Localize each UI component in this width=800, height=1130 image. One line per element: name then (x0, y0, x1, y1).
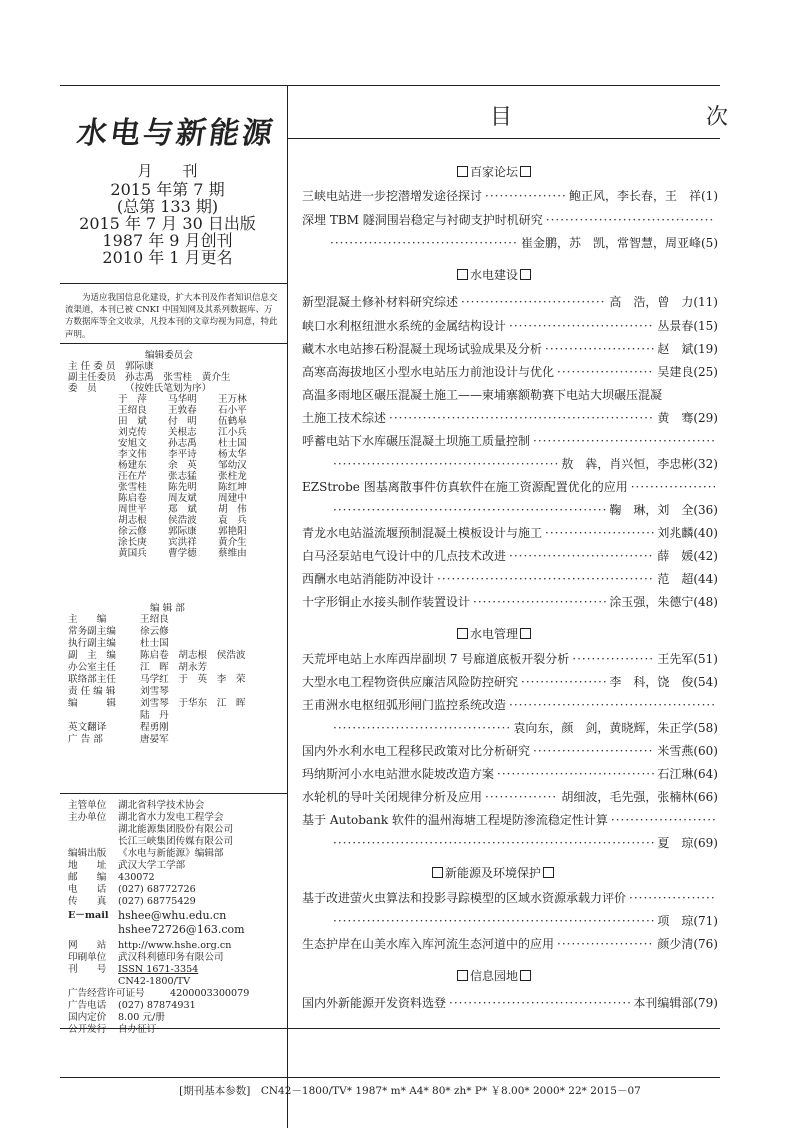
toc-entry[interactable]: 天荒坪电站上水库西岸副坝 7 号廊道底板开裂分析 ····· 王先军 (51) (302, 652, 718, 666)
section-heading: 百家论坛 (455, 163, 533, 180)
section-heading: 水电建设 (455, 266, 533, 283)
list-item: 田 斌 付 明 伍鹤皋 (118, 416, 247, 427)
toc-entry-continuation[interactable]: ····· 鞠 琳，刘 全 (36) (330, 503, 718, 517)
list-item: 黄国兵 曹学德 蔡维由 (118, 548, 247, 559)
committee-vice-label: 副主任委员 (68, 372, 116, 383)
committee-director-label: 主 任 委 员 (68, 361, 116, 372)
list-item: 李文伟 李平诗 杨太华 (118, 449, 247, 460)
list-item: 安旭文 孙志禹 杜士国 (118, 438, 247, 449)
toc-entry[interactable]: 水轮机的导叶关闭规律分析及应用 ····· 胡细波，毛先强，张楠林 (66) (302, 790, 718, 804)
list-item: 徐云修 郭际康 郭艳阳 (118, 526, 247, 537)
list-item: 胡志根 侯浩波 袁 兵 (118, 515, 247, 526)
toc-entry[interactable]: 高寒高海拔地区小型水电站压力前池设计与优化 ····· 吴建良 (25) (302, 365, 718, 379)
editorial-heading: 编 辑 部 (150, 603, 185, 614)
renamed-date: 2010 年 1 月更名 (102, 248, 233, 267)
toc-entry[interactable]: 大型水电工程物资供应廉洁风险防控研究 ····· 李 科，饶 俊 (54) (302, 675, 718, 689)
toc-entry[interactable]: 呼蓄电站下水库碾压混凝土坝施工质量控制 ····· (302, 434, 718, 448)
toc-entry-continuation[interactable]: ····· 项 琼 (71) (330, 914, 718, 928)
toc-entry-continuation[interactable]: ····· 崔金鹏，苏 凯，常智慧，周亚峰 (5) (318, 236, 718, 250)
toc-entry[interactable]: 国内外水利水电工程移民政策对比分析研究 ····· 米雪燕 (60) (302, 744, 718, 758)
toc-entry[interactable]: 新型混凝土修补材料研究综述 ····· 高 浩，曾 力 (11) (302, 295, 718, 309)
toc-entry-continuation[interactable]: 土施工技术综述 ····· 黄 骞 (29) (302, 411, 718, 425)
section-heading: 信息园地 (455, 967, 533, 984)
list-item: 于 萍 马华明 王万林 (118, 394, 247, 405)
bottom-rule-2 (60, 1077, 720, 1078)
committee-members-grid (118, 394, 288, 559)
toc-title: 目 次 (490, 105, 779, 130)
founded-date: 1987 年 9 月创刊 (102, 231, 233, 250)
total-issue: (总第 133 期) (116, 197, 219, 216)
journal-parameters-footer: [期刊基本参数] CN42－1800/TV* 1987* m* A4* 80* zh* P* ￥8.00* 2000* 22* 2015－07 (179, 1085, 641, 1097)
publication-date: 2015 年 7 月 30 日出版 (79, 214, 256, 233)
copyright-statement: 为适应我国信息化建设，扩大本刊及作者知识信息交流渠道，本刊已被 CNKI 中国知网及其系列数据库、万方数据库等全文收录，凡投本刊的文章均视为同意，特此声明。 (65, 293, 278, 340)
toc-entry[interactable]: 高温多雨地区碾压混凝土施工——柬埔寨额勒赛下电站大坝碾压混凝 (302, 388, 663, 402)
committee-heading: 编辑委员会 (145, 350, 193, 361)
top-rule (60, 85, 720, 86)
toc-entry-continuation[interactable]: ····· 袁向东，颜 剑，黄晓辉，朱正学 (58) (330, 721, 718, 735)
committee-members-label: 委 员 (68, 383, 97, 394)
toc-entry[interactable]: 白马泾泵站电气设计中的几点技术改进 ····· 薛 媛 (42) (302, 549, 718, 563)
issue-number: 2015 年第 7 期 (110, 180, 225, 199)
committee-members-note: （按姓氏笔划为序） (125, 383, 212, 394)
toc-entry[interactable]: 藏木水电站掺石粉混凝土现场试验成果及分析 ····· 赵 斌 (19) (302, 342, 718, 356)
list-item: 涂长庚 宾洪祥 黄介生 (118, 537, 247, 548)
list-item: 杨建东 余 英 邹幼汉 (118, 460, 247, 471)
toc-entry[interactable]: 基于 Autobank 软件的温州海塘工程堤防渗流稳定性计算 ····· (302, 813, 718, 827)
bottom-rule (60, 1028, 720, 1029)
section-heading: 水电管理 (455, 625, 533, 642)
committee-director: 郭际康 (125, 361, 154, 372)
list-item: 张雪桂 陈先明 陈红坤 (118, 482, 247, 493)
left-rule-3 (60, 793, 287, 794)
toc-entry[interactable]: 王甫洲水电枢纽弧形闸门监控系统改造 ····· (302, 698, 718, 712)
toc-entry[interactable]: 生态护岸在山美水库入库河流生态河道中的应用 ····· 颜少清 (76) (302, 937, 718, 951)
list-item: 周世平 郑 斌 胡 伟 (118, 504, 247, 515)
toc-entry[interactable]: 三峡电站进一步挖潜增发途径探讨 ····· 鲍正风，李长春，王 祥 (1) (302, 189, 718, 203)
toc-entry[interactable]: 国内外新能源开发资料选登 ····· 本刊编辑部 (79) (302, 996, 718, 1010)
list-item: 汪在芹 张志猛 张柱龙 (118, 471, 247, 482)
publication-frequency: 月 刊 (137, 162, 198, 180)
left-rule-2 (60, 343, 287, 344)
committee-vice: 孙志禹 张雪桂 黄介生 (125, 372, 231, 383)
toc-title-rule (288, 138, 720, 139)
section-heading: 新能源及环境保护 (430, 864, 556, 881)
toc-entry[interactable]: 峡口水利枢纽泄水系统的金属结构设计 ····· 丛景春 (15) (302, 319, 718, 333)
toc-entry[interactable]: 西酬水电站消能防冲设计 ····· 范 超 (44) (302, 572, 718, 586)
toc-entry[interactable]: 玛纳斯河小水电站泄水陡坡改造方案 ····· 石江琳 (64) (302, 767, 718, 781)
column-divider (287, 85, 288, 1128)
toc-entry[interactable]: EZStrobe 图基离散事件仿真软件在施工资源配置优化的应用 ····· (302, 480, 718, 494)
toc-entry[interactable]: 青龙水电站溢流堰预制混凝土模板设计与施工 ····· 刘兆麟 (40) (302, 526, 718, 540)
left-rule-1 (60, 283, 287, 284)
list-item: 刘克传 关根志 江小兵 (118, 427, 247, 438)
toc-entry[interactable]: 基于改进萤火虫算法和投影寻踪模型的区域水资源承载力评价 ····· (302, 891, 718, 905)
toc-entry[interactable]: 十字形铜止水接头制作装置设计 ····· 涂玉强，朱德宁 (48) (302, 595, 718, 609)
toc-entry[interactable]: 深埋 TBM 隧洞围岩稳定与衬砌支护时机研究 ····· (302, 213, 718, 227)
list-item: 陈启卷 周友斌 周建中 (118, 493, 247, 504)
toc-entry-continuation[interactable]: ····· 敖 犇，肖兴恒，李忠彬 (32) (330, 457, 718, 471)
journal-logo: 水电与新能源 (74, 116, 278, 151)
toc-entry-continuation[interactable]: ····· 夏 琼 (69) (330, 836, 718, 850)
list-item: 王绍良 王敦春 石小平 (118, 405, 247, 416)
